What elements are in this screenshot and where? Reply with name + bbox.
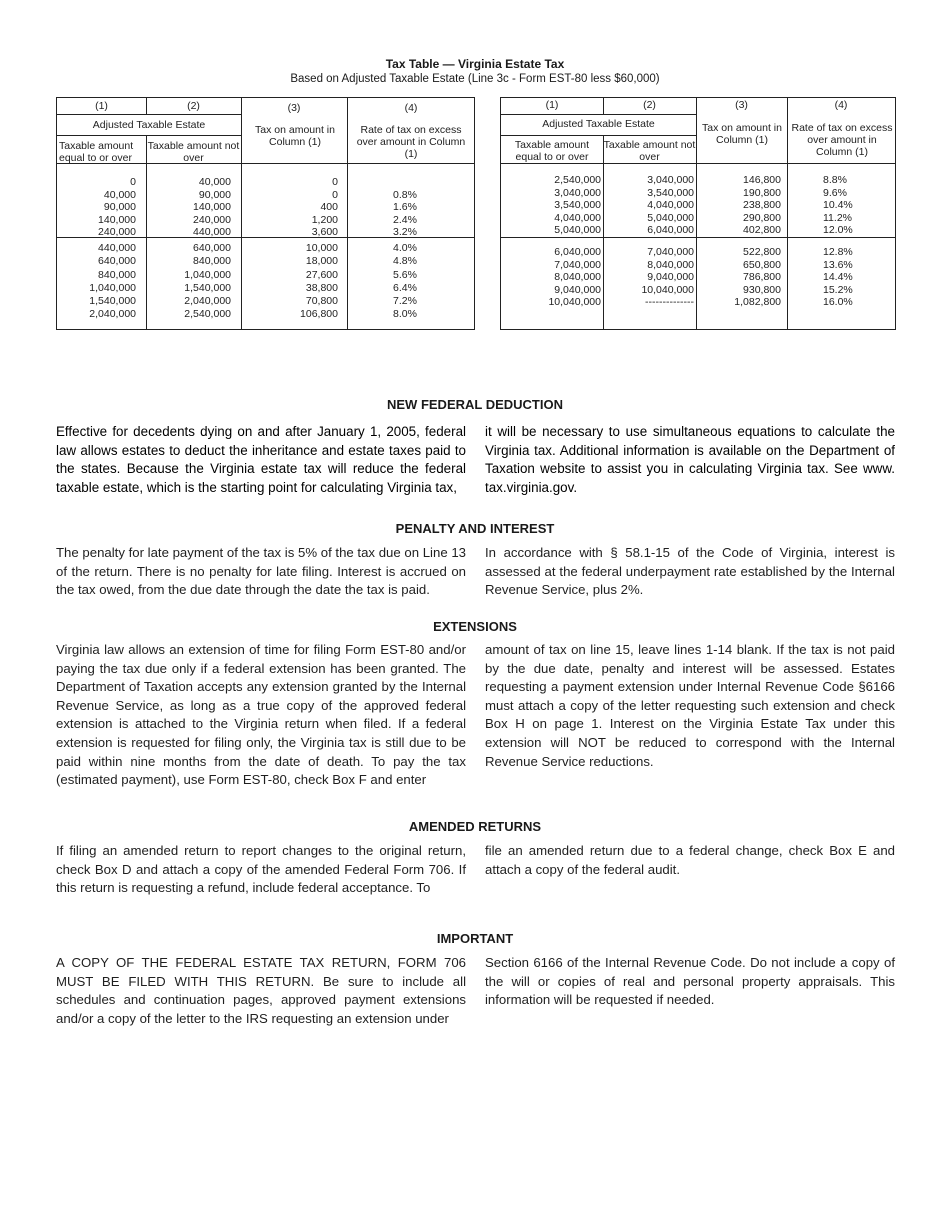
heading-extensions: EXTENSIONS — [433, 619, 517, 634]
table-cell: 5,040,000 — [647, 211, 694, 224]
table-cell: 106,800 — [300, 308, 338, 321]
table-cell: 12.0% — [823, 224, 853, 236]
page-title: Tax Table — Virginia Estate Tax — [385, 57, 565, 71]
table-cell: 8.0% — [393, 308, 417, 321]
tax-table-left — [56, 97, 475, 330]
col1-values — [57, 242, 136, 322]
table-cell: -------------- — [645, 296, 694, 308]
table-cell: 190,800 — [743, 186, 781, 199]
col1-label: Taxable amount equal to or over — [59, 140, 134, 164]
table-cell: 4.8% — [393, 255, 417, 268]
col4-values — [823, 174, 893, 237]
table-cell: 2,040,000 — [89, 308, 136, 321]
col-number: (4) — [834, 99, 848, 111]
col-number: (2) — [643, 99, 656, 111]
table-cell: 1,540,000 — [184, 281, 231, 294]
col2-label: Taxable amount not over — [147, 140, 240, 164]
col-number: (1) — [95, 100, 108, 112]
col2-values — [603, 246, 694, 309]
table-cell: 440,000 — [98, 242, 136, 254]
col4-values — [823, 246, 893, 309]
table-cell: 640,000 — [98, 255, 136, 268]
table-cell: 290,800 — [743, 211, 781, 224]
table-cell: 522,800 — [743, 246, 781, 258]
col1-label: Taxable amount equal to or over — [514, 139, 590, 163]
table-cell: 3.2% — [393, 226, 417, 238]
table-cell: 8,040,000 — [554, 271, 601, 283]
col1-values — [57, 176, 136, 239]
col4-label: Rate of tax on excess over amount in Column (1) — [356, 124, 466, 160]
table-cell: 90,000 — [103, 201, 136, 213]
col-number: (1) — [545, 99, 559, 111]
adjusted-taxable-estate-header: Adjusted Taxable Estate — [542, 118, 655, 130]
table-cell: 4.0% — [393, 242, 417, 254]
table-cell: 840,000 — [193, 255, 231, 268]
col4-values — [393, 189, 463, 239]
col3-values — [696, 246, 781, 309]
table-cell: 18,000 — [305, 255, 338, 268]
table-cell: 15.2% — [823, 283, 853, 296]
title-block — [0, 57, 950, 87]
table-cell: 840,000 — [98, 268, 136, 281]
table-cell: 10,040,000 — [641, 283, 694, 296]
table-cell: 440,000 — [193, 226, 231, 238]
table-cell: 0 — [130, 176, 136, 188]
table-cell: 8.8% — [823, 174, 847, 186]
table-cell: 38,800 — [305, 281, 338, 294]
table-cell: 238,800 — [743, 199, 781, 211]
table-cell: 1,540,000 — [89, 295, 136, 308]
col3-label: Tax on amount in Column (1) — [702, 122, 782, 146]
table-cell: 16.0% — [823, 296, 853, 308]
col3-values — [241, 242, 338, 322]
table-cell: 6,040,000 — [647, 224, 694, 236]
table-cell: 10,040,000 — [548, 296, 601, 308]
table-cell: 3,040,000 — [647, 174, 694, 186]
heading-penalty-interest: PENALTY AND INTEREST — [395, 521, 555, 536]
table-cell: 650,800 — [743, 258, 781, 271]
table-cell: 140,000 — [98, 213, 136, 226]
table-cell: 140,000 — [193, 201, 231, 213]
col2-label: Taxable amount not over — [603, 139, 696, 163]
table-cell: 6.4% — [393, 281, 417, 294]
table-cell: 8,040,000 — [647, 258, 694, 271]
table-cell: 14.4% — [823, 271, 853, 283]
table-cell: 4,040,000 — [647, 199, 694, 211]
col3-values — [241, 176, 338, 239]
col4-values — [393, 242, 463, 322]
table-cell: 1.6% — [393, 201, 417, 213]
col-number: (3) — [287, 102, 301, 114]
col2-values — [603, 174, 694, 237]
table-cell: 240,000 — [98, 226, 136, 238]
table-cell: 6,040,000 — [554, 246, 601, 258]
important-right: Section 6166 of the Internal Revenue Code. Do not include a copy of the will or copies of real and personal property appraisals. This information will be requested if needed. — [485, 955, 895, 1008]
table-cell: 2,540,000 — [184, 308, 231, 321]
adjusted-taxable-estate-header: Adjusted Taxable Estate — [92, 119, 206, 131]
table-cell: 0 — [332, 176, 338, 188]
col-number: (2) — [187, 100, 200, 112]
amended-left: If filing an amended return to report changes to the original return, check Box D and attach a copy of the amended Federal Form 706. If this return is requesting a refund, include federal acceptance. To — [56, 843, 466, 896]
table-cell: 1,200 — [311, 213, 338, 226]
col1-values — [501, 246, 601, 309]
table-cell: 2,540,000 — [554, 174, 601, 186]
table-cell: 1,040,000 — [184, 268, 231, 281]
table-cell: 146,800 — [743, 174, 781, 186]
heading-amended-returns: AMENDED RETURNS — [408, 819, 542, 834]
table-cell: 0.8% — [393, 188, 417, 201]
heading-federal-deduction: NEW FEDERAL DEDUCTION — [387, 397, 563, 412]
table-cell: 90,000 — [198, 188, 231, 201]
table-cell: 3,040,000 — [554, 186, 601, 199]
table-cell: 1,082,800 — [734, 296, 781, 308]
table-cell: 3,540,000 — [647, 186, 694, 199]
table-cell: 1,040,000 — [89, 281, 136, 294]
table-cell: 10,000 — [305, 242, 338, 254]
tax-table-right — [500, 97, 896, 330]
penalty-left: The penalty for late payment of the tax is 5% of the tax due on Line 13 of the return. There is no penalty for late filing. Interest is accrued on the tax owed, from the due date through the date the tax is paid. — [56, 545, 466, 598]
important-left: A COPY OF THE FEDERAL ESTATE TAX RETURN, FORM 706 MUST BE FILED WITH THIS RETURN. Be sure to include all schedules and continuation pages, approved payment extensions and/or a copy of the letter to the IRS requesting an extension under — [56, 955, 466, 1026]
table-cell: 70,800 — [305, 295, 338, 308]
table-cell: 7,040,000 — [554, 258, 601, 271]
federal-deduction-right: it will be necessary to use simultaneous equations to calculate the Virginia tax. Additional information is available on the Department of Taxation website to assist you in calculating Virginia tax. See www. tax.virginia.gov. — [485, 424, 895, 495]
table-cell: 9,040,000 — [647, 271, 694, 283]
heading-important: IMPORTANT — [436, 931, 514, 946]
table-cell: 9.6% — [823, 186, 847, 199]
table-cell: 4,040,000 — [554, 211, 601, 224]
federal-deduction-left: Effective for decedents dying on and after January 1, 2005, federal law allows estates to deduct the inheritance and estate taxes paid to the states. Because the Virginia estate tax will reduce the federal taxable estate, which is the starting point for calculating Virginia tax, — [56, 424, 466, 495]
extensions-left: Virginia law allows an extension of time for filing Form EST-80 and/or paying the tax due only if a federal extension has been granted. The Department of Taxation accepts any extension granted by the Internal Revenue Service, as long as a true copy of the approved federal extension is attached to the Virginia return when filed. If a federal extension is requested for filing only, the Virginia tax is still due to be paid within nine months from the date of death. To pay the tax (estimated payment), use Form EST-80, check Box F and enter — [56, 642, 466, 788]
table-cell: 11.2% — [823, 211, 852, 224]
table-cell: 3,600 — [311, 226, 338, 238]
table-cell: 3,540,000 — [554, 199, 601, 211]
table-cell: 40,000 — [198, 176, 231, 188]
extensions-right: amount of tax on line 15, leave lines 1-14 blank. If the tax is not paid by the due date, penalty and interest will be assessed. Estates requesting a payment extension under Internal Revenue Code §6166 must attach a copy of the letter requesting such extension and check Box H on page 1. Interest on the Virginia Estate Tax under this extension will NOT be reduced to correspond with the Internal Revenue Service reductions. — [485, 642, 895, 769]
col2-values — [146, 242, 231, 322]
table-cell: 2,040,000 — [184, 295, 231, 308]
col-number: (3) — [735, 99, 748, 111]
table-cell: 7.2% — [393, 295, 417, 308]
col-number: (4) — [404, 102, 418, 114]
table-cell: 240,000 — [193, 213, 231, 226]
table-cell: 786,800 — [743, 271, 781, 283]
table-cell: 40,000 — [103, 188, 136, 201]
table-cell: 640,000 — [193, 242, 231, 254]
amended-right: file an amended return due to a federal change, check Box E and attach a copy of the federal audit. — [485, 843, 895, 877]
col3-label: Tax on amount in Column (1) — [255, 124, 335, 148]
table-cell: 12.8% — [823, 246, 853, 258]
table-cell: 930,800 — [743, 283, 781, 296]
table-cell: 27,600 — [305, 268, 338, 281]
table-cell: 402,800 — [743, 224, 781, 236]
table-cell: 5,040,000 — [554, 224, 601, 236]
col1-values — [501, 174, 601, 237]
table-cell: 7,040,000 — [647, 246, 694, 258]
col4-label: Rate of tax on excess over amount in Column (1) — [791, 122, 893, 158]
page-subtitle: Based on Adjusted Taxable Estate (Line 3c - Form EST-80 less $60,000) — [290, 73, 660, 85]
table-cell: 400 — [320, 201, 338, 213]
table-cell: 0 — [332, 188, 338, 201]
penalty-right: In accordance with § 58.1-15 of the Code of Virginia, interest is assessed at the federal underpayment rate established by the Internal Revenue Service, plus 2%. — [485, 545, 895, 598]
table-cell: 9,040,000 — [554, 283, 601, 296]
table-cell: 2.4% — [393, 213, 417, 226]
col3-values — [696, 174, 781, 237]
table-cell: 10.4% — [823, 199, 853, 211]
table-cell: 5.6% — [393, 268, 417, 281]
table-cell: 13.6% — [823, 258, 853, 271]
col2-values — [146, 176, 231, 239]
